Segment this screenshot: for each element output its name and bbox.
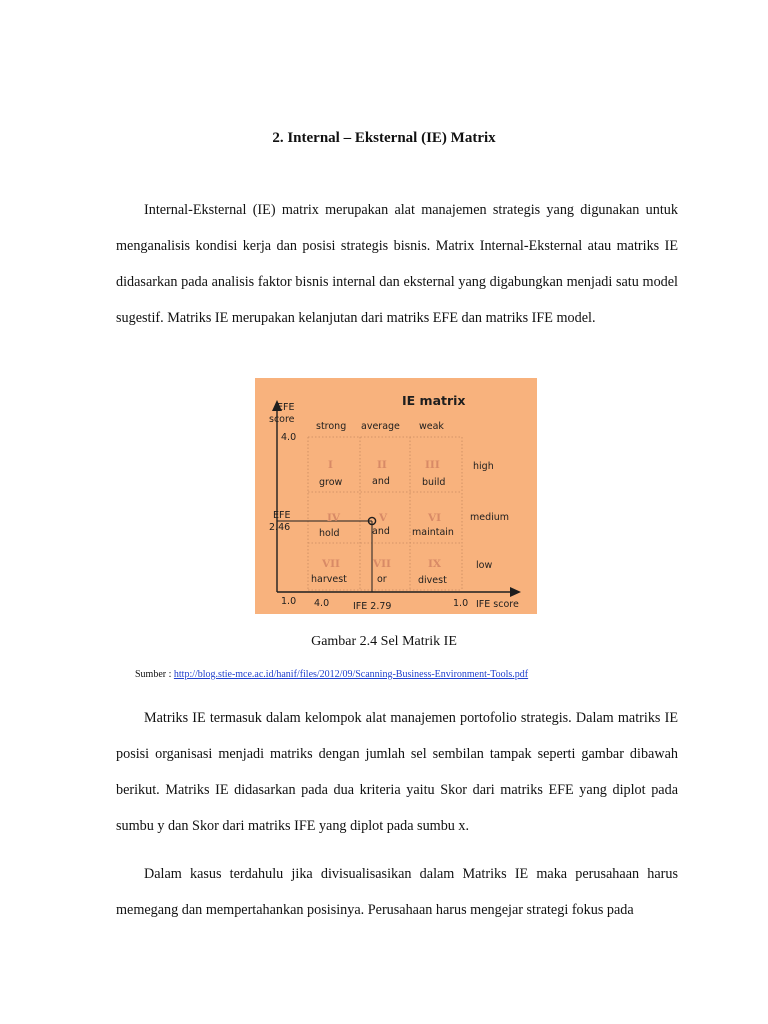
paragraph-case: Dalam kasus terdahulu jika divisualisasikan dalam Matriks IE maka perusahaan harus memegang dan mempertahankan posisinya. Perusahaan harus mengejar strategi fokus pada [116,866,678,918]
cell-6-word: maintain [412,527,454,538]
cell-5-word: and [372,526,390,537]
y-tick-top: 4.0 [281,432,297,443]
efe-marker-label: EFE [273,510,291,521]
column-label-strong: strong [316,421,347,432]
source-link[interactable]: http://blog.stie-mce.ac.id/hanif/files/2012/09/Scanning-Business-Environment-Tools.pdf [173,669,529,680]
column-label-weak: weak [419,421,444,432]
y-tick-bottom: 1.0 [281,596,297,607]
cell-2-roman: II [377,459,387,471]
column-label-average: average [361,421,400,432]
cell-1-word: grow [319,477,343,488]
x-tick-left: 4.0 [314,598,330,609]
cell-4-word: hold [319,528,340,539]
cell-9-roman: IX [428,558,442,570]
figure-caption: Gambar 2.4 Sel Matrik IE [311,634,457,649]
cell-9-word: divest [418,575,447,586]
x-tick-right: 1.0 [453,598,469,609]
efe-marker-value: 2.46 [269,522,291,533]
cell-2-word: and [372,476,390,487]
ie-matrix-grid [255,378,537,614]
cell-8-roman: VII [373,558,391,570]
cell-5-roman: V [379,512,388,524]
paragraph-intro: Internal-Eksternal (IE) matrix merupakan alat manajemen strategis yang digunakan untuk menganalisis kondisi kerja dan posisi strategis bisnis. Matrix Internal-Eksternal atau matriks IE didasarkan pada analisis faktor bisnis internal dan eksternal yang digabungkan menjadi satu model sugestif. Matriks IE merupakan kelanjutan dari matriks EFE dan matriks IFE model. [116,202,678,326]
cell-3-word: build [422,477,446,488]
figure-title: IE matrix [402,393,466,408]
row-label-medium: medium [470,512,510,523]
cell-1-roman: I [328,459,333,471]
ife-marker-label: IFE 2.79 [353,601,392,612]
section-heading: 2. Internal – Eksternal (IE) Matrix [272,130,496,146]
source-label: Sumber : [135,669,174,680]
row-label-high: high [473,461,494,472]
ie-matrix-figure [255,378,537,614]
x-axis-label: IFE score [476,599,519,610]
row-label-low: low [476,560,493,571]
cell-3-roman: III [425,459,440,471]
cell-7-word: harvest [311,574,347,585]
y-axis-label-efe: EFE [277,402,295,413]
paragraph-matrix-description: Matriks IE termasuk dalam kelompok alat manajemen portofolio strategis. Dalam matriks IE posisi organisasi menjadi matriks dengan jumlah sel sembilan tampak seperti gambar dibawah berikut. Matriks IE didasarkan pada dua kriteria yaitu Skor dari matriks EFE yang diplot pada sumbu y dan Skor dari matriks IFE yang diplot pada sumbu x. [116,710,678,834]
y-axis-label-score: score [269,414,295,425]
cell-7-roman: VII [322,558,340,570]
source-citation [135,668,528,682]
cell-4-roman: IV [327,512,341,524]
cell-6-roman: VI [428,512,442,524]
cell-8-word: or [377,574,387,585]
x-axis-arrow [510,587,521,597]
